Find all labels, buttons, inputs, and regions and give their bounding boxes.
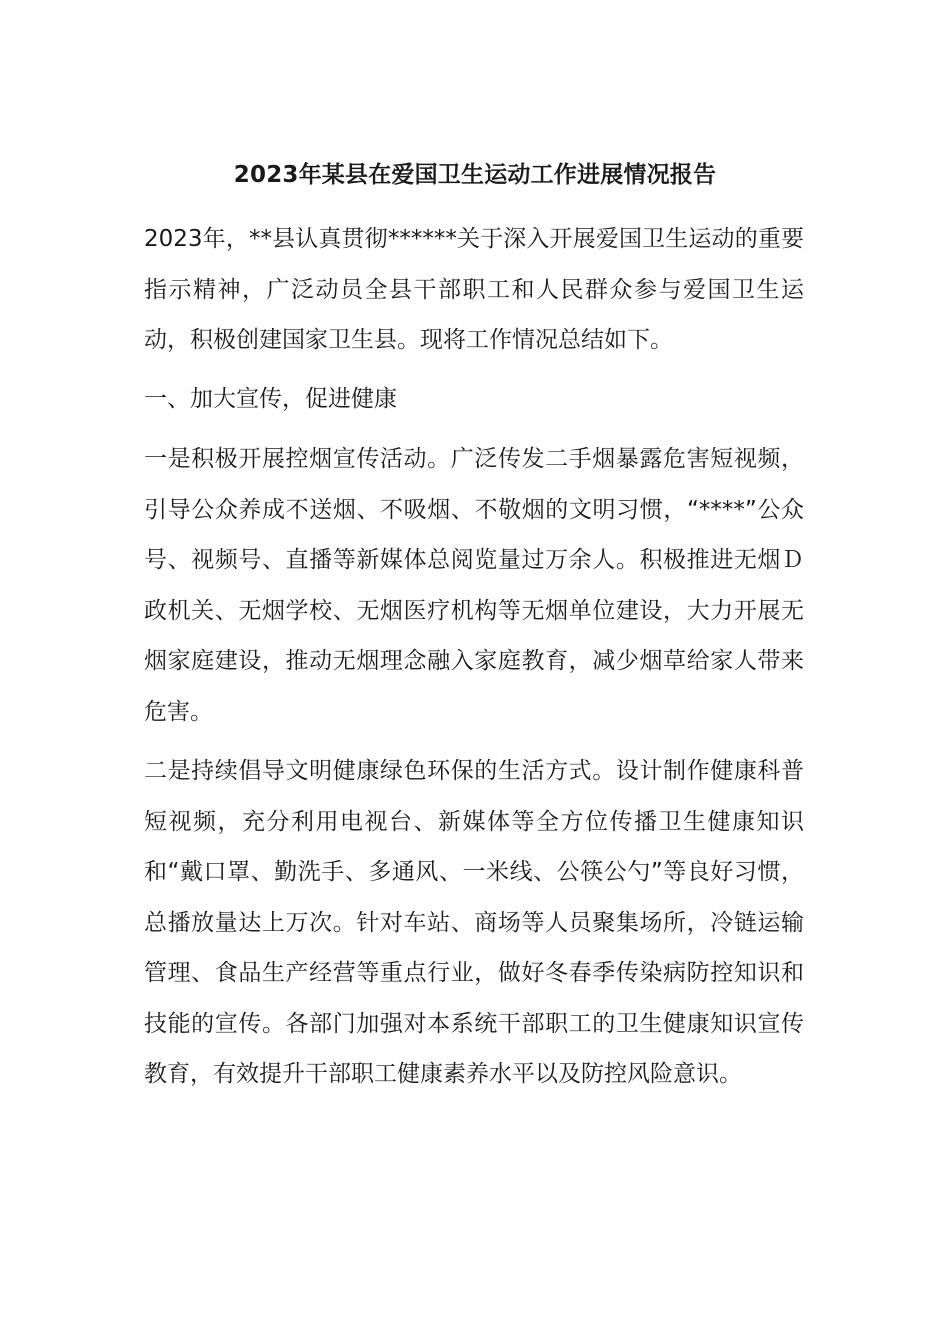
document-title: 2023年某县在爱国卫生运动工作进展情况报告	[233, 162, 717, 188]
intro-paragraph: 2023年，**县认真贯彻******关于深入开展爱国卫生运动的重要指示精神，广泛动员全县干部职工和人民群众参与爱国卫生运动，积极创建国家卫生县。现将工作情况总结如下。	[144, 226, 804, 353]
section-heading: 一、加大宣传，促进健康	[144, 386, 397, 412]
body-paragraph: 二是持续倡导文明健康绿色环保的生活方式。设计制作健康科普短视频，充分利用电视台、新媒体等全方位传播卫生健康知识和“戴口罩、勤洗手、多通风、一米线、公筷公勺”等良好习惯，总播放量达上万次。针对车站、商场等人员聚集场所，冷链运输管理、食品生产经营等重点行业，做好冬春季传染病防控知识和技能的宣传。各部门加强对本系统干部职工的卫生健康知识宣传教育，有效提升干部职工健康素养水平以及防控风险意识。	[144, 758, 804, 1087]
body-paragraph: 一是积极开展控烟宣传活动。广泛传发二手烟暴露危害短视频，引导公众养成不送烟、不吸烟、不敬烟的文明习惯，“****”公众号、视频号、直播等新媒体总阅览量过万余人。积极推进无烟Ｄ政机关、无烟学校、无烟医疗机构等无烟单位建设，大力开展无烟家庭建设，推动无烟理念融入家庭教育，减少烟草给家人带来危害。	[144, 446, 804, 725]
